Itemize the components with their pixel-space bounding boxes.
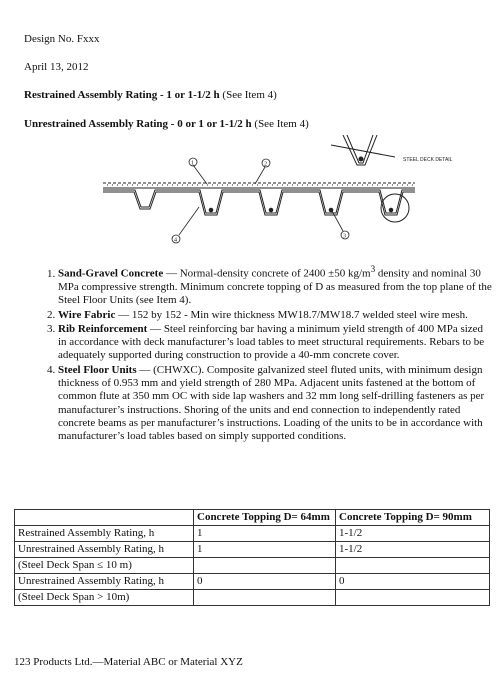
item-text: — 152 by 152 - Min wire thickness MW18.7/MW18.7 welded steel wire mesh. bbox=[115, 308, 468, 321]
ratings-table bbox=[14, 509, 490, 606]
item-title: Steel Floor Units bbox=[58, 363, 137, 376]
item-text-cont: in accordance with deck manufacturer’s load tables to meet structural requirements. Rebars to be adequately supported during construction to provide a 40-mm concrete cover. bbox=[58, 336, 485, 362]
list-item bbox=[58, 309, 498, 322]
table-row bbox=[15, 542, 490, 558]
table-row bbox=[15, 526, 490, 542]
table-cell: (Steel Deck Span ≤ 10 m) bbox=[15, 558, 194, 574]
superscript: 3 bbox=[370, 264, 376, 274]
deck-profile bbox=[103, 183, 415, 222]
item-text: — Steel reinforcing bar having a minimum yield strength of 400 MPa sized bbox=[147, 322, 484, 335]
restrained-rating-line bbox=[24, 89, 277, 101]
table-cell bbox=[336, 558, 490, 574]
table-row bbox=[15, 574, 490, 590]
table-cell bbox=[194, 590, 336, 606]
item-text: — Normal-density concrete of 2400 ±50 kg/m bbox=[163, 267, 371, 280]
table-cell bbox=[194, 558, 336, 574]
callout-2: 2 bbox=[264, 161, 267, 168]
table-row bbox=[15, 590, 490, 606]
restrained-rating-note: (See Item 4) bbox=[219, 89, 277, 101]
design-number: Design No. Fxxx bbox=[24, 33, 100, 45]
callout-3: 3 bbox=[343, 233, 346, 240]
assembly-diagram bbox=[95, 135, 495, 255]
footer-text: 123 Products Ltd.—Material ABC or Material XYZ bbox=[14, 656, 243, 668]
unrestrained-rating-line bbox=[24, 118, 309, 130]
table-header-cell: Concrete Topping D= 90mm bbox=[336, 510, 490, 526]
list-item bbox=[58, 364, 498, 444]
table-cell: Restrained Assembly Rating, h bbox=[15, 526, 194, 542]
table-cell: 1 bbox=[194, 542, 336, 558]
list-item bbox=[58, 263, 498, 308]
table-cell bbox=[336, 590, 490, 606]
document-date: April 13, 2012 bbox=[24, 61, 89, 73]
item-title: Wire Fabric bbox=[58, 308, 116, 321]
table-cell: Unrestrained Assembly Rating, h bbox=[15, 542, 194, 558]
unrestrained-rating-note: (See Item 4) bbox=[251, 118, 309, 130]
table-cell: 0 bbox=[194, 574, 336, 590]
unrestrained-rating-title: Unrestrained Assembly Rating - 0 or 1 or 1-1/2 h bbox=[24, 118, 252, 130]
table-header-cell: Concrete Topping D= 64mm bbox=[194, 510, 336, 526]
table-row bbox=[15, 558, 490, 574]
table-cell: 1 bbox=[194, 526, 336, 542]
table-cell: 0 bbox=[336, 574, 490, 590]
list-item bbox=[58, 323, 498, 363]
table-cell: 1-1/2 bbox=[336, 542, 490, 558]
materials-list bbox=[40, 263, 498, 445]
item-title: Sand-Gravel Concrete bbox=[58, 267, 164, 280]
item-text-cont: density and nominal 30 MPa compressive strength. Minimum concrete topping of D as measured from the top plane of the Steel Floor Units (see Item 4). bbox=[58, 267, 492, 307]
table-cell: (Steel Deck Span > 10m) bbox=[15, 590, 194, 606]
detail-label: STEEL DECK DETAIL bbox=[403, 157, 453, 163]
callout-1: 1 bbox=[191, 160, 194, 167]
deck-detail bbox=[331, 135, 453, 165]
item-text: — (CHWXC). Composite galvanized steel fluted units, with minimum design thickness of 0.953 mm and yield strength of 280 MPa. Adjacent units fastened at the bottom of common flute at 350 mm OC with side lap washers and 32 mm long self-drilling fasteners as per manufacturer’s instructions. Shoring of the units and end connection to independently rated concrete beams as per manufacturer’s instructions. Loading of the units to be in accordance with manufacturer’s load tables based on simply supported conditions. bbox=[58, 363, 485, 443]
table-cell: Unrestrained Assembly Rating, h bbox=[15, 574, 194, 590]
table-cell: 1-1/2 bbox=[336, 526, 490, 542]
item-title: Rib Reinforcement bbox=[58, 322, 148, 335]
table-header-row bbox=[15, 510, 490, 526]
callout-4: 4 bbox=[174, 237, 177, 244]
restrained-rating-title: Restrained Assembly Rating - 1 or 1-1/2 h bbox=[24, 89, 220, 101]
table-header-cell bbox=[15, 510, 194, 526]
